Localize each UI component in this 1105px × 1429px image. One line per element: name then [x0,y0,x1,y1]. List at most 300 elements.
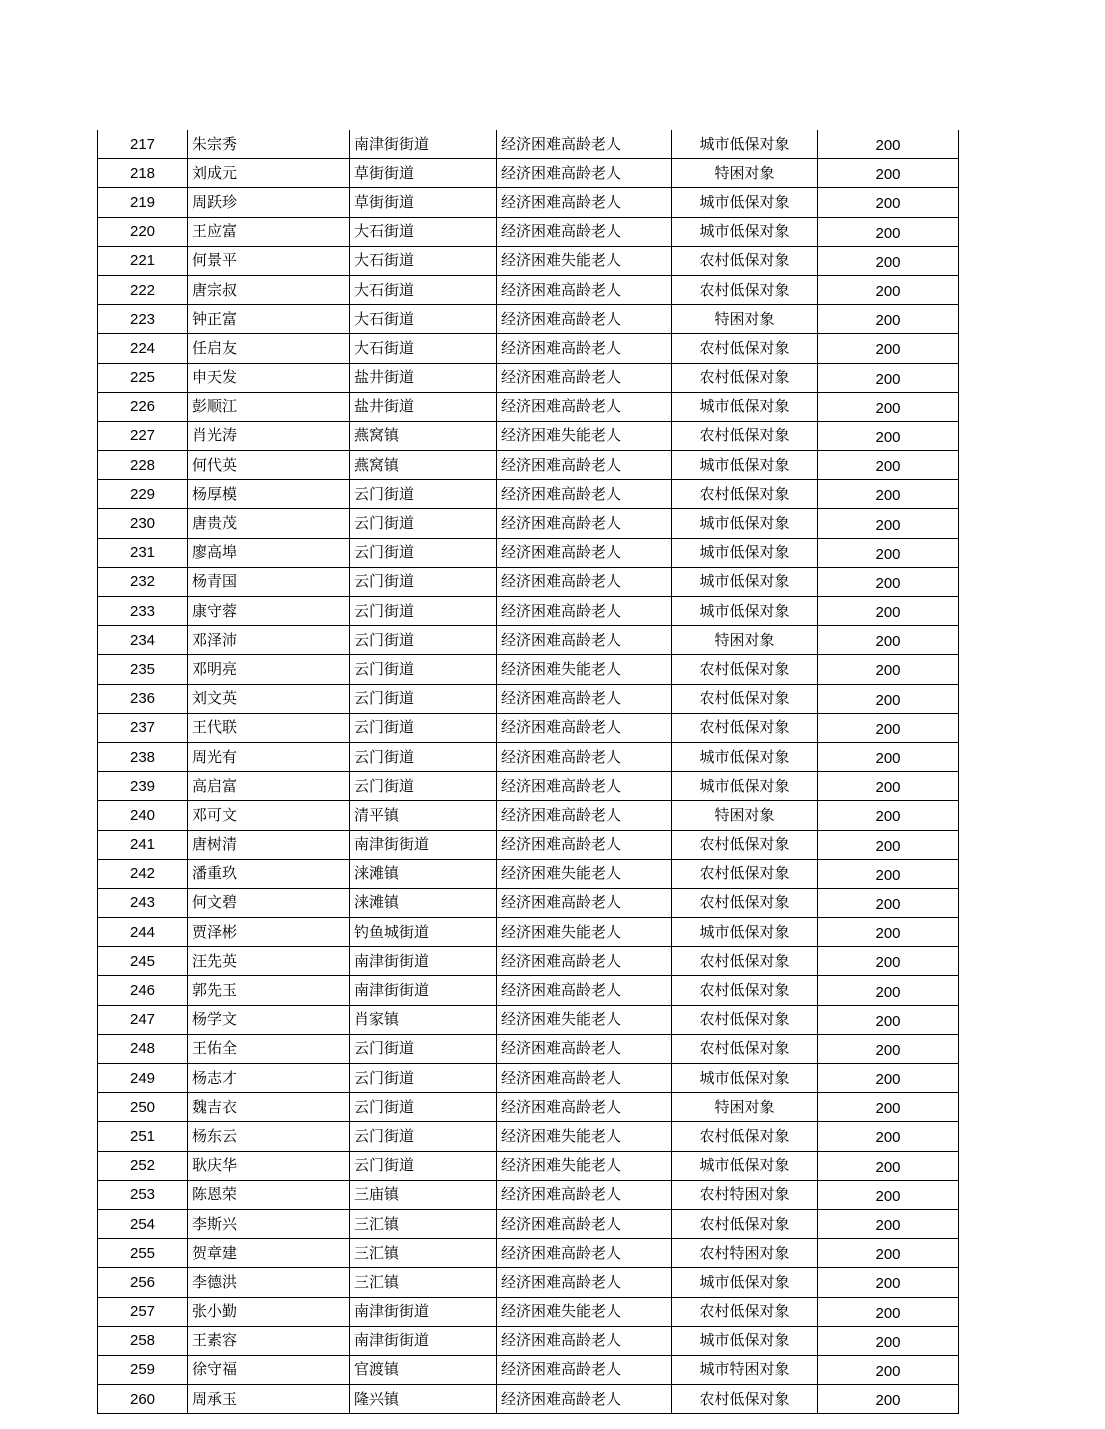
table-row [98,1385,959,1414]
street-name-cell: 云门街道 [350,713,497,742]
table-row [98,1034,959,1063]
street-name-cell: 云门街道 [350,655,497,684]
person-name-cell: 王代联 [188,713,350,742]
person-name-cell: 贺章建 [188,1239,350,1268]
person-name-cell: 朱宗秀 [188,130,350,159]
subsidy-amount-cell: 200 [818,830,959,859]
person-name-cell: 贾泽彬 [188,918,350,947]
subsidy-category-cell: 经济困难高龄老人 [497,480,672,509]
street-name-cell: 云门街道 [350,1093,497,1122]
row-number-cell: 241 [98,830,188,859]
row-number-cell: 249 [98,1064,188,1093]
subsidy-amount-cell: 200 [818,305,959,334]
person-name-cell: 何文碧 [188,888,350,917]
recipient-type-cell: 农村低保对象 [672,246,818,275]
subsidy-amount-cell: 200 [818,947,959,976]
row-number-cell: 258 [98,1326,188,1355]
subsidy-amount-cell: 200 [818,1268,959,1297]
street-name-cell: 云门街道 [350,1151,497,1180]
street-name-cell: 南津街街道 [350,1297,497,1326]
subsidy-category-cell: 经济困难高龄老人 [497,275,672,304]
subsidy-category-cell: 经济困难高龄老人 [497,451,672,480]
subsidy-category-cell: 经济困难失能老人 [497,1297,672,1326]
street-name-cell: 隆兴镇 [350,1385,497,1414]
subsidy-amount-cell: 200 [818,1180,959,1209]
subsidy-amount-cell: 200 [818,1151,959,1180]
subsidy-category-cell: 经济困难高龄老人 [497,1034,672,1063]
recipient-type-cell: 城市低保对象 [672,130,818,159]
table-row [98,188,959,217]
table-row [98,1239,959,1268]
table-row [98,1180,959,1209]
subsidy-amount-cell: 200 [818,742,959,771]
person-name-cell: 杨厚模 [188,480,350,509]
recipient-type-cell: 特困对象 [672,801,818,830]
subsidy-category-cell: 经济困难高龄老人 [497,567,672,596]
row-number-cell: 238 [98,742,188,771]
row-number-cell: 227 [98,421,188,450]
street-name-cell: 云门街道 [350,1034,497,1063]
row-number-cell: 244 [98,918,188,947]
row-number-cell: 222 [98,275,188,304]
subsidy-amount-cell: 200 [818,976,959,1005]
recipient-type-cell: 城市低保对象 [672,918,818,947]
table-row [98,597,959,626]
subsidy-category-cell: 经济困难高龄老人 [497,509,672,538]
subsidy-amount-cell: 200 [818,159,959,188]
street-name-cell: 三汇镇 [350,1239,497,1268]
person-name-cell: 汪先英 [188,947,350,976]
recipient-type-cell: 农村低保对象 [672,684,818,713]
recipient-type-cell: 特困对象 [672,1093,818,1122]
table-row [98,1326,959,1355]
recipient-type-cell: 特困对象 [672,159,818,188]
row-number-cell: 259 [98,1355,188,1384]
table-row [98,684,959,713]
table-row [98,1151,959,1180]
table-row [98,509,959,538]
subsidy-amount-cell: 200 [818,918,959,947]
table-row [98,392,959,421]
subsidy-amount-cell: 200 [818,421,959,450]
recipient-type-cell: 城市特困对象 [672,1355,818,1384]
subsidy-category-cell: 经济困难高龄老人 [497,888,672,917]
row-number-cell: 226 [98,392,188,421]
table-row [98,1297,959,1326]
street-name-cell: 清平镇 [350,801,497,830]
table-row [98,217,959,246]
row-number-cell: 236 [98,684,188,713]
recipient-type-cell: 农村低保对象 [672,363,818,392]
subsidy-category-cell: 经济困难高龄老人 [497,217,672,246]
recipient-type-cell: 农村低保对象 [672,1297,818,1326]
table-row [98,626,959,655]
street-name-cell: 三庙镇 [350,1180,497,1209]
table-row [98,1122,959,1151]
recipient-type-cell: 农村低保对象 [672,713,818,742]
street-name-cell: 云门街道 [350,626,497,655]
subsidy-amount-cell: 200 [818,1034,959,1063]
row-number-cell: 239 [98,772,188,801]
subsidy-category-cell: 经济困难失能老人 [497,246,672,275]
street-name-cell: 云门街道 [350,772,497,801]
street-name-cell: 大石街道 [350,217,497,246]
recipient-type-cell: 农村低保对象 [672,480,818,509]
subsidy-amount-cell: 200 [818,1209,959,1238]
person-name-cell: 杨志才 [188,1064,350,1093]
street-name-cell: 云门街道 [350,509,497,538]
person-name-cell: 王应富 [188,217,350,246]
recipient-type-cell: 城市低保对象 [672,188,818,217]
street-name-cell: 钓鱼城街道 [350,918,497,947]
recipient-type-cell: 城市低保对象 [672,1151,818,1180]
table-row [98,1064,959,1093]
subsidy-category-cell: 经济困难高龄老人 [497,976,672,1005]
recipient-type-cell: 农村特困对象 [672,1180,818,1209]
street-name-cell: 盐井街道 [350,363,497,392]
person-name-cell: 任启友 [188,334,350,363]
person-name-cell: 耿庆华 [188,1151,350,1180]
subsidy-category-cell: 经济困难高龄老人 [497,334,672,363]
subsidy-amount-cell: 200 [818,684,959,713]
row-number-cell: 220 [98,217,188,246]
person-name-cell: 陈恩荣 [188,1180,350,1209]
recipient-type-cell: 农村低保对象 [672,947,818,976]
person-name-cell: 钟正富 [188,305,350,334]
person-name-cell: 徐守福 [188,1355,350,1384]
person-name-cell: 李德洪 [188,1268,350,1297]
row-number-cell: 223 [98,305,188,334]
person-name-cell: 潘重玖 [188,859,350,888]
recipient-type-cell: 城市低保对象 [672,1064,818,1093]
person-name-cell: 申天发 [188,363,350,392]
row-number-cell: 242 [98,859,188,888]
street-name-cell: 盐井街道 [350,392,497,421]
street-name-cell: 南津街街道 [350,830,497,859]
recipient-type-cell: 城市低保对象 [672,597,818,626]
subsidy-category-cell: 经济困难高龄老人 [497,597,672,626]
subsidy-amount-cell: 200 [818,626,959,655]
recipient-type-cell: 农村低保对象 [672,275,818,304]
row-number-cell: 245 [98,947,188,976]
recipient-type-cell: 农村低保对象 [672,859,818,888]
row-number-cell: 221 [98,246,188,275]
subsidy-category-cell: 经济困难高龄老人 [497,830,672,859]
recipient-type-cell: 城市低保对象 [672,1268,818,1297]
row-number-cell: 217 [98,130,188,159]
person-name-cell: 刘成元 [188,159,350,188]
person-name-cell: 王佑全 [188,1034,350,1063]
subsidy-amount-cell: 200 [818,392,959,421]
street-name-cell: 草街街道 [350,159,497,188]
street-name-cell: 南津街街道 [350,130,497,159]
subsidy-amount-cell: 200 [818,1355,959,1384]
table-row [98,363,959,392]
subsidy-amount-cell: 200 [818,1005,959,1034]
subsidy-category-cell: 经济困难高龄老人 [497,1268,672,1297]
table-row [98,451,959,480]
street-name-cell: 云门街道 [350,567,497,596]
row-number-cell: 248 [98,1034,188,1063]
subsidy-category-cell: 经济困难高龄老人 [497,801,672,830]
table-row [98,1005,959,1034]
person-name-cell: 魏吉衣 [188,1093,350,1122]
row-number-cell: 250 [98,1093,188,1122]
row-number-cell: 229 [98,480,188,509]
person-name-cell: 廖高埠 [188,538,350,567]
subsidy-category-cell: 经济困难高龄老人 [497,1355,672,1384]
street-name-cell: 南津街街道 [350,976,497,1005]
subsidy-category-cell: 经济困难高龄老人 [497,684,672,713]
street-name-cell: 大石街道 [350,246,497,275]
subsidy-category-cell: 经济困难高龄老人 [497,772,672,801]
recipient-type-cell: 农村低保对象 [672,334,818,363]
row-number-cell: 232 [98,567,188,596]
person-name-cell: 高启富 [188,772,350,801]
subsidy-amount-cell: 200 [818,1326,959,1355]
table-row [98,1209,959,1238]
row-number-cell: 247 [98,1005,188,1034]
recipient-type-cell: 农村低保对象 [672,655,818,684]
subsidy-amount-cell: 200 [818,509,959,538]
subsidy-amount-cell: 200 [818,275,959,304]
row-number-cell: 224 [98,334,188,363]
person-name-cell: 邓明亮 [188,655,350,684]
table-row [98,713,959,742]
table-row [98,801,959,830]
table-row [98,275,959,304]
subsidy-amount-cell: 200 [818,246,959,275]
street-name-cell: 大石街道 [350,305,497,334]
street-name-cell: 涞滩镇 [350,859,497,888]
subsidy-amount-cell: 200 [818,597,959,626]
street-name-cell: 云门街道 [350,742,497,771]
row-number-cell: 252 [98,1151,188,1180]
subsidy-amount-cell: 200 [818,1093,959,1122]
person-name-cell: 周跃珍 [188,188,350,217]
recipient-type-cell: 农村特困对象 [672,1239,818,1268]
row-number-cell: 234 [98,626,188,655]
recipient-type-cell: 城市低保对象 [672,217,818,246]
subsidy-category-cell: 经济困难高龄老人 [497,1064,672,1093]
table-row [98,1268,959,1297]
row-number-cell: 257 [98,1297,188,1326]
street-name-cell: 燕窝镇 [350,451,497,480]
street-name-cell: 燕窝镇 [350,421,497,450]
row-number-cell: 233 [98,597,188,626]
row-number-cell: 255 [98,1239,188,1268]
subsidy-category-cell: 经济困难失能老人 [497,1005,672,1034]
subsidy-category-cell: 经济困难高龄老人 [497,392,672,421]
subsidy-amount-cell: 200 [818,451,959,480]
subsidy-amount-cell: 200 [818,713,959,742]
subsidy-amount-cell: 200 [818,188,959,217]
subsidy-amount-cell: 200 [818,655,959,684]
street-name-cell: 云门街道 [350,480,497,509]
table-row [98,130,959,159]
subsidy-category-cell: 经济困难高龄老人 [497,188,672,217]
person-name-cell: 周承玉 [188,1385,350,1414]
subsidy-amount-cell: 200 [818,1239,959,1268]
row-number-cell: 237 [98,713,188,742]
subsidy-amount-cell: 200 [818,217,959,246]
table-row [98,480,959,509]
table-row [98,246,959,275]
person-name-cell: 唐树清 [188,830,350,859]
person-name-cell: 周光有 [188,742,350,771]
subsidy-amount-cell: 200 [818,1297,959,1326]
subsidy-category-cell: 经济困难失能老人 [497,1151,672,1180]
subsidy-category-cell: 经济困难高龄老人 [497,363,672,392]
recipient-type-cell: 农村低保对象 [672,1034,818,1063]
recipient-type-cell: 城市低保对象 [672,509,818,538]
person-name-cell: 肖光涛 [188,421,350,450]
recipient-type-cell: 城市低保对象 [672,538,818,567]
recipient-type-cell: 农村低保对象 [672,421,818,450]
row-number-cell: 231 [98,538,188,567]
subsidy-amount-cell: 200 [818,1064,959,1093]
person-name-cell: 刘文英 [188,684,350,713]
person-name-cell: 郭先玉 [188,976,350,1005]
recipient-type-cell: 农村低保对象 [672,1122,818,1151]
subsidy-category-cell: 经济困难高龄老人 [497,130,672,159]
recipient-type-cell: 城市低保对象 [672,392,818,421]
subsidy-category-cell: 经济困难失能老人 [497,655,672,684]
row-number-cell: 225 [98,363,188,392]
person-name-cell: 何景平 [188,246,350,275]
row-number-cell: 251 [98,1122,188,1151]
recipient-type-cell: 农村低保对象 [672,830,818,859]
subsidy-category-cell: 经济困难高龄老人 [497,713,672,742]
row-number-cell: 218 [98,159,188,188]
table-row [98,334,959,363]
person-name-cell: 杨学文 [188,1005,350,1034]
subsidy-table [97,130,959,1414]
table-row [98,1355,959,1384]
table-row [98,888,959,917]
subsidy-amount-cell: 200 [818,888,959,917]
subsidy-category-cell: 经济困难高龄老人 [497,538,672,567]
subsidy-category-cell: 经济困难失能老人 [497,421,672,450]
subsidy-amount-cell: 200 [818,1385,959,1414]
table-row [98,421,959,450]
row-number-cell: 260 [98,1385,188,1414]
row-number-cell: 240 [98,801,188,830]
row-number-cell: 228 [98,451,188,480]
table-row [98,538,959,567]
street-name-cell: 云门街道 [350,1064,497,1093]
row-number-cell: 235 [98,655,188,684]
subsidy-amount-cell: 200 [818,538,959,567]
recipient-type-cell: 城市低保对象 [672,451,818,480]
table-row [98,859,959,888]
table-row [98,976,959,1005]
table-row [98,305,959,334]
person-name-cell: 彭顺江 [188,392,350,421]
subsidy-category-cell: 经济困难高龄老人 [497,1180,672,1209]
table-row [98,830,959,859]
subsidy-amount-cell: 200 [818,859,959,888]
person-name-cell: 杨青国 [188,567,350,596]
person-name-cell: 邓可文 [188,801,350,830]
row-number-cell: 243 [98,888,188,917]
recipient-type-cell: 农村低保对象 [672,1005,818,1034]
street-name-cell: 云门街道 [350,597,497,626]
person-name-cell: 唐贵茂 [188,509,350,538]
subsidy-amount-cell: 200 [818,130,959,159]
person-name-cell: 康守蓉 [188,597,350,626]
person-name-cell: 何代英 [188,451,350,480]
subsidy-table-body [98,130,959,1414]
table-row [98,655,959,684]
street-name-cell: 云门街道 [350,684,497,713]
street-name-cell: 三汇镇 [350,1268,497,1297]
row-number-cell: 219 [98,188,188,217]
person-name-cell: 王素容 [188,1326,350,1355]
table-row [98,742,959,771]
street-name-cell: 肖家镇 [350,1005,497,1034]
subsidy-category-cell: 经济困难失能老人 [497,1122,672,1151]
recipient-type-cell: 特困对象 [672,626,818,655]
subsidy-category-cell: 经济困难失能老人 [497,859,672,888]
subsidy-amount-cell: 200 [818,567,959,596]
subsidy-amount-cell: 200 [818,1122,959,1151]
subsidy-category-cell: 经济困难高龄老人 [497,159,672,188]
person-name-cell: 邓泽沛 [188,626,350,655]
subsidy-amount-cell: 200 [818,363,959,392]
person-name-cell: 唐宗叔 [188,275,350,304]
street-name-cell: 三汇镇 [350,1209,497,1238]
street-name-cell: 云门街道 [350,538,497,567]
street-name-cell: 草街街道 [350,188,497,217]
street-name-cell: 官渡镇 [350,1355,497,1384]
recipient-type-cell: 农村低保对象 [672,888,818,917]
street-name-cell: 云门街道 [350,1122,497,1151]
subsidy-category-cell: 经济困难高龄老人 [497,1209,672,1238]
street-name-cell: 大石街道 [350,334,497,363]
subsidy-category-cell: 经济困难高龄老人 [497,742,672,771]
table-row [98,947,959,976]
street-name-cell: 南津街街道 [350,947,497,976]
row-number-cell: 246 [98,976,188,1005]
table-row [98,772,959,801]
recipient-type-cell: 农村低保对象 [672,1385,818,1414]
subsidy-category-cell: 经济困难高龄老人 [497,626,672,655]
street-name-cell: 南津街街道 [350,1326,497,1355]
table-row [98,918,959,947]
recipient-type-cell: 城市低保对象 [672,742,818,771]
subsidy-category-cell: 经济困难高龄老人 [497,1385,672,1414]
subsidy-category-cell: 经济困难高龄老人 [497,1326,672,1355]
person-name-cell: 李斯兴 [188,1209,350,1238]
street-name-cell: 涞滩镇 [350,888,497,917]
recipient-type-cell: 城市低保对象 [672,1326,818,1355]
person-name-cell: 杨东云 [188,1122,350,1151]
subsidy-category-cell: 经济困难失能老人 [497,918,672,947]
table-row [98,1093,959,1122]
row-number-cell: 253 [98,1180,188,1209]
street-name-cell: 大石街道 [350,275,497,304]
subsidy-amount-cell: 200 [818,480,959,509]
table-row [98,567,959,596]
subsidy-category-cell: 经济困难高龄老人 [497,1239,672,1268]
recipient-type-cell: 特困对象 [672,305,818,334]
subsidy-amount-cell: 200 [818,801,959,830]
subsidy-category-cell: 经济困难高龄老人 [497,947,672,976]
table-row [98,159,959,188]
person-name-cell: 张小勤 [188,1297,350,1326]
subsidy-category-cell: 经济困难高龄老人 [497,305,672,334]
